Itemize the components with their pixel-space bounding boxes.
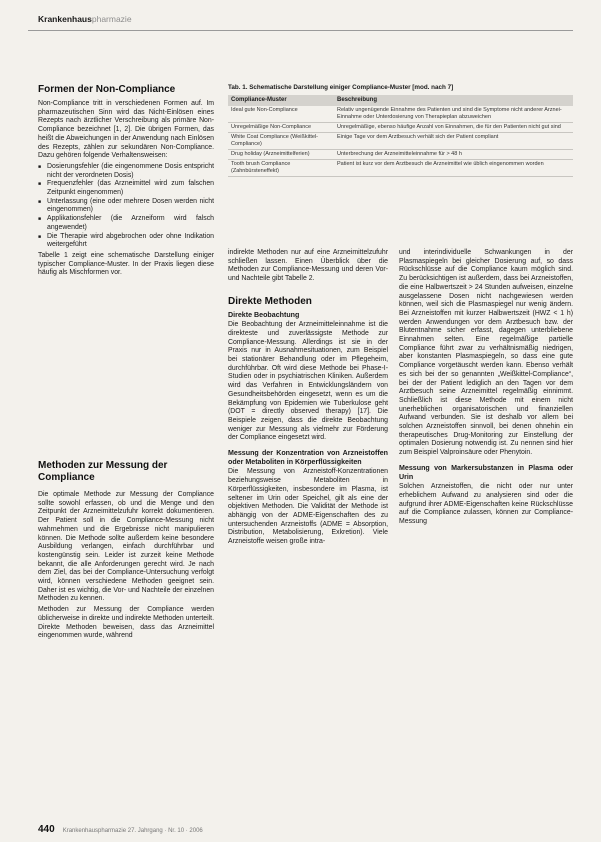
measure-paragraph-2: Methoden zur Messung der Compliance werden üblicherweise in direkte und indirekte Methoden unterteilt. Direkte Methoden beweisen, dass das Arzneimittel eingenommen wurde, während bbox=[38, 606, 214, 640]
header-rule bbox=[28, 30, 573, 31]
measure-paragraph: Die optimale Methode zur Messung der Compliance sollte sowohl erfassen, ob und die Menge und den Zeitpunkt der Arzneimittelzufuhr korrekt dokumentieren. Der Patient soll in die Compliance-Messung nicht wahrnehmen und die Ergebnisse nicht manipulieren können. Die Methode sollte außerdem keine besondere Ausbildung verlangen, einfach durchführbar und kostengünstig sein. Leider ist zurzeit keine Methode bekannt, die alle Anforderungen gerecht wird. Je nach dem Ziel, das bei der Compliance-Untersuchung verfolgt wird, können verschiedene Methoden geeignet sein. Daher ist es wichtig, die Vor- und Nachteile der einzelnen Methoden zu kennen. bbox=[38, 491, 214, 603]
table-row bbox=[228, 123, 573, 133]
table-row bbox=[228, 133, 573, 150]
header-brand-light: pharmazie bbox=[91, 14, 132, 24]
list-item: ■ Applikationsfehler (die Arzneiform wird falsch angewendet) bbox=[47, 215, 214, 232]
mid-paragraph: indirekte Methoden nur auf eine Arzneimittelzufuhr schließen lassen. Einen Überblick über die Methoden zur Compliance-Messung und deren Vor- und Nachteile gibt Tabelle 2. bbox=[228, 249, 388, 283]
header-brand-bold: Krankenhaus bbox=[38, 14, 92, 24]
marker-paragraph: Solchen Arzneistoffen, die nicht oder nur unter erheblichem Aufwand zu analysieren sind oder die aufgrund ihrer ADME-Eigenschaften keine Rückschlüsse auf die Compliance zulassen, können zur Compliance-Messung bbox=[399, 483, 573, 526]
outro-paragraph: Tabelle 1 zeigt eine schematische Darstellung einiger typischer Compliance-Muster. In der Praxis liegen diese häufig als Mischformen vor. bbox=[38, 251, 214, 277]
table-cell: Einige Tage vor dem Arztbesuch verhält sich der Patient compliant bbox=[334, 133, 573, 150]
table-cell: Tooth brush Compliance (Zahnbürsteneffekt) bbox=[228, 160, 334, 177]
right-column bbox=[399, 249, 573, 529]
subheading-observation: Direkte Beobachtung bbox=[228, 310, 300, 319]
page-number: 440 bbox=[38, 824, 55, 835]
table-cell: White Coat Compliance (Weißkittel-Compliance) bbox=[228, 133, 334, 150]
section-title-direct: Direkte Methoden bbox=[228, 295, 312, 307]
journal-info: Krankenhauspharmazie 27. Jahrgang · Nr. 10 · 2006 bbox=[62, 828, 203, 834]
list-item: ■ Dosierungsfehler (die eingenommene Dosis entspricht nicht der verordneten Dosis) bbox=[47, 163, 214, 180]
left-column-lower bbox=[38, 491, 214, 643]
table-cell: Relativ ungenügende Einnahme des Patienten und sind die Symptome nicht anderer Arznei-Einnahme oder Unterdosierung von Therapieplan abzuweichen bbox=[334, 106, 573, 123]
list-item: ■ Die Therapie wird abgebrochen oder ohne Indikation weitergeführt bbox=[47, 233, 214, 250]
table-row bbox=[228, 106, 573, 123]
table-cell: Drug holiday (Arzneimittelferien) bbox=[228, 150, 334, 160]
middle-column bbox=[228, 249, 388, 549]
list-item: ■ Frequenzfehler (das Arzneimittel wird zum falschen Zeitpunkt eingenommen) bbox=[47, 180, 214, 197]
section-title-non-compliance: Formen der Non-Compliance bbox=[38, 84, 176, 95]
section-title-measurement: Methoden zur Messung der Compliance bbox=[38, 460, 168, 483]
behaviour-list bbox=[38, 163, 214, 250]
table-cell: Unterbrechung der Arzneimitteleinnahme für > 48 h bbox=[334, 150, 573, 160]
page-footer bbox=[38, 824, 203, 835]
table-cell: Unregelmäßige, ebenso häufige Anzahl von Einnahmen, die für den Patienten nicht gut sind bbox=[334, 123, 573, 133]
left-column bbox=[38, 100, 214, 280]
direct-paragraph: Die Beobachtung der Arzneimitteleinnahme ist die direkteste und zuverlässigste Methode zur Compliance-Messung. Allerdings ist sie in der Praxis nur in Ausnahmesituationen, zum Beispiel bei stationärer Behandlung oder im Pflegeheim, durchführbar. Oft wird diese Methode bei Phase-I-Studien oder in psychiatrischen Kliniken. Außerdem wird das Verfahren in Entwicklungsländern von Gesundheitsbehörden eingesetzt, wenn es um die Bekämpfung von Epidemien wie Tuberkulose geht (DOT = directly observed therapy) [17]. Die Beispiele zeigen, dass die direkte Beobachtung weniger zur Messung als vielmehr zur Förderung der Compliance eingesetzt wird. bbox=[228, 321, 388, 442]
table-cell: Patient ist kurz vor dem Arztbesuch die Arzneimittel wie üblich eingenommen worden bbox=[334, 160, 573, 177]
table-cell: Unregelmäßige Non-Compliance bbox=[228, 123, 334, 133]
table-row bbox=[228, 160, 573, 177]
compliance-table bbox=[228, 95, 573, 177]
table-header: Compliance-Muster bbox=[228, 95, 334, 106]
list-item: ■ Unterlassung (eine oder mehrere Dosen werden nicht eingenommen) bbox=[47, 198, 214, 215]
intro-paragraph: Non-Compliance tritt in verschiedenen Formen auf. Im pharmazeutischen Sinn wird das Nicht-Einlösen eines Rezepts nach ärztlicher Verschreibung als primäre Non-Compliance bezeichnet [1, 2]. Die übrigen Formen, das heißt die Abweichungen in der Anwendung nach Einlösen des Rezepts, zählen zur sekundären Non-Compliance. Dazu gehören folgende Verhaltensweisen: bbox=[38, 100, 214, 160]
concentration-paragraph: Die Messung von Arzneistoff-Konzentrationen beziehungsweise Metaboliten in Körperflüssigkeiten, insbesondere im Plasma, ist seltener im Urin oder Speichel, gilt als eine der objektiven Methoden. Die Validität der Methode ist abhängig von der ADME-Eigenschaften des zu untersuchenden Arzneistoffs (ADME = Absorption, Distribution, Metabolisierung, Exkretion). Viele Arzneistoffe weisen große intra- bbox=[228, 468, 388, 546]
table-row bbox=[228, 150, 573, 160]
subheading-marker: Messung von Markersubstanzen in Plasma oder Urin bbox=[399, 463, 573, 481]
table-caption: Tab. 1. Schematische Darstellung einiger Compliance-Muster [mod. nach 7] bbox=[228, 84, 454, 91]
table-header-row bbox=[228, 95, 573, 106]
table-header: Beschreibung bbox=[334, 95, 573, 106]
table-cell: Ideal gute Non-Compliance bbox=[228, 106, 334, 123]
running-header bbox=[38, 14, 132, 24]
right-paragraph: und interindividuelle Schwankungen in der Plasmaspiegeln bei gleicher Dosierung auf, so dass Rückschlüsse auf die Compliance kaum möglich sind. Zu berücksichtigen ist außerdem, dass bei Arzneistoffen, die eine Halbwertszeit > 24 Stunden aufweisen, einzelne ausgelassene Dosen nicht nachgewiesen werden können, weil sich die Plasmaspiegel nur wenig ändern. Bei Arzneistoffen mit kurzer Halbwertszeit (HWZ < 1 h) werden Anwendungen vor dem Arztbesuch bzw. der Blutentnahme sicher erfasst, dagegen unterbliebene Einnahmen selten. Eine regelmäßige partielle Compliance führt zwar zu verhältnismäßig niedrigen, aber konstanten Plasmaspiegeln, so dass eine gute Compliance vorgetäuscht werden kann. Ebenso verhält es sich bei der so genannten „Weißkittel-Compliance“, bei der der Patient lediglich an den Tagen vor dem Arztbesuch seine Arzneimittel regelmäßig einnimmt. Schließlich ist diese Methode mit einem nicht unerheblichen organisatorischen und finanziellen Aufwand verbunden. Sie ist deshalb vor allem bei solchen Arzneistoffen sinnvoll, bei denen ohnehin ein therapeutisches Drug-Monitoring zur Einstellung der optimalen Dosierung notwendig ist. Zu nennen sind hier zum Beispiel Valproinsäure oder Phenytoin. bbox=[399, 249, 573, 457]
subheading-concentration: Messung der Konzentration von Arzneistoffen oder Metaboliten in Körperflüssigkeiten bbox=[228, 449, 388, 466]
